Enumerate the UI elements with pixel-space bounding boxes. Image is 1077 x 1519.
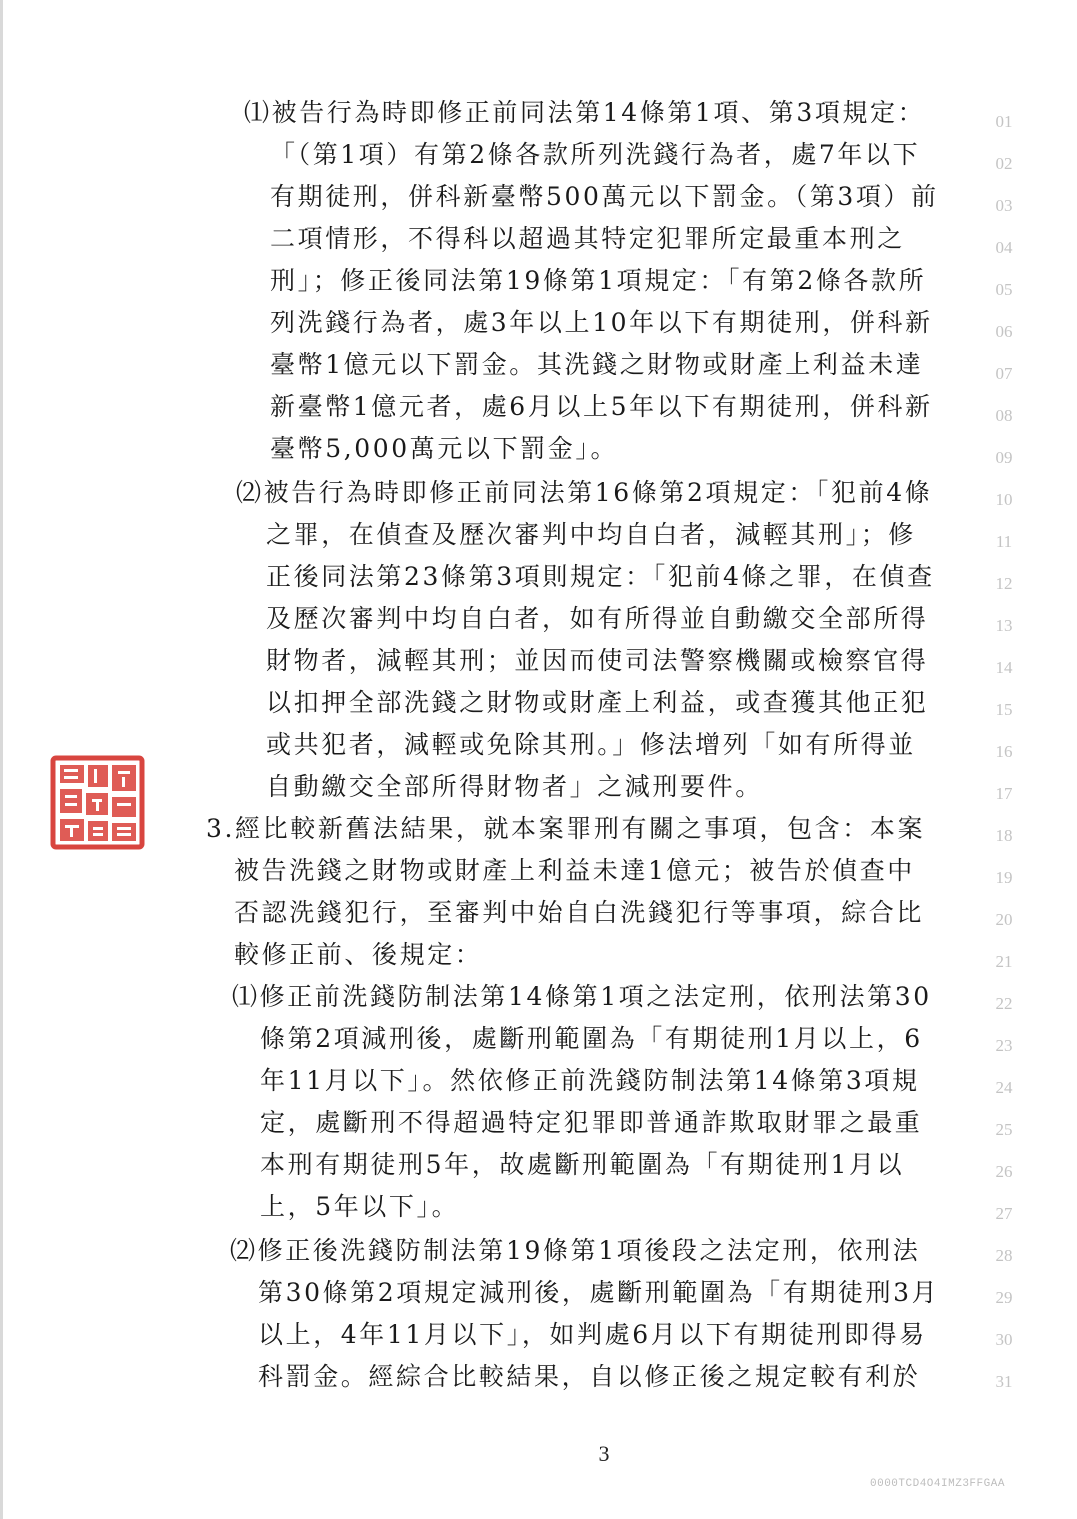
- text-line: 第30條第2項規定減刑後，處斷刑範圍為「有期徒刑3月: [258, 1278, 940, 1307]
- text-line: 新臺幣1億元者，處6月以上5年以下有期徒刑，併科新: [270, 392, 933, 421]
- line-number: 08: [995, 406, 1013, 425]
- text-line: 列洗錢行為者，處3年以上10年以下有期徒刑，併科新: [270, 308, 933, 337]
- text-line: ⑴被告行為時即修正前同法第14條第1項、第3項規定：: [244, 98, 926, 127]
- line-number: 28: [995, 1246, 1013, 1265]
- line-number: 31: [995, 1372, 1013, 1391]
- line-number: 20: [995, 910, 1013, 929]
- line-number: 07: [995, 364, 1013, 383]
- text-line: ⑵修正後洗錢防制法第19條第1項後段之法定刑，依刑法: [230, 1236, 921, 1265]
- text-line: 科罰金。經綜合比較結果，自以修正後之規定較有利於: [258, 1362, 921, 1391]
- line-number: 09: [995, 448, 1013, 467]
- text-line: 有期徒刑，併科新臺幣500萬元以下罰金。（第3項）前: [270, 182, 939, 211]
- text-line: 臺幣5,000萬元以下罰金」。: [270, 434, 619, 463]
- line-number: 30: [995, 1330, 1013, 1349]
- text-line: 臺幣1億元以下罰金。其洗錢之財物或財產上利益未達: [270, 350, 924, 379]
- text-line: 或共犯者，減輕或免除其刑。」修法增列「如有所得並: [266, 730, 916, 759]
- line-number: 16: [995, 742, 1013, 761]
- line-number: 11: [995, 532, 1013, 551]
- text-line: 定，處斷刑不得超過特定犯罪即普通詐欺取財罪之最重: [260, 1108, 923, 1137]
- line-number: 01: [995, 112, 1013, 131]
- text-line: 被告洗錢之財物或財產上利益未達1億元；被告於偵查中: [234, 856, 915, 885]
- line-number: 12: [995, 574, 1013, 593]
- text-line: ⑵被告行為時即修正前同法第16條第2項規定：「犯前4條: [236, 478, 933, 507]
- text-line: 刑」；修正後同法第19條第1項規定：「有第2條各款所: [270, 266, 927, 295]
- text-line: 年11月以下」。然依修正前洗錢防制法第14條第3項規: [260, 1066, 920, 1095]
- text-line: ⑴修正前洗錢防制法第14條第1項之法定刑，依刑法第30: [232, 982, 932, 1011]
- text-line: 財物者，減輕其刑；並因而使司法警察機關或檢察官得: [266, 646, 929, 675]
- line-number: 13: [995, 616, 1013, 635]
- line-number: 03: [995, 196, 1013, 215]
- line-number: 23: [995, 1036, 1013, 1055]
- text-line: 上，5年以下」。: [260, 1192, 460, 1221]
- line-number: 22: [995, 994, 1013, 1013]
- line-number: 15: [995, 700, 1013, 719]
- line-number: 27: [995, 1204, 1013, 1223]
- line-number: 21: [995, 952, 1013, 971]
- text-line: 以扣押全部洗錢之財物或財產上利益，或查獲其他正犯: [266, 688, 929, 717]
- line-number: 24: [995, 1078, 1013, 1097]
- text-line: 「（第1項）有第2條各款所列洗錢行為者，處7年以下: [270, 140, 921, 169]
- line-number: 19: [995, 868, 1013, 887]
- text-line: 否認洗錢犯行，至審判中始自白洗錢犯行等事項，綜合比: [234, 898, 925, 927]
- line-number: 02: [995, 154, 1013, 173]
- court-seal: [50, 755, 145, 850]
- line-number: 25: [995, 1120, 1013, 1139]
- text-line: 自動繳交全部所得財物者」之減刑要件。: [266, 772, 763, 801]
- line-number: 06: [995, 322, 1013, 341]
- line-number: 10: [995, 490, 1013, 509]
- text-line: 及歷次審判中均自白者，如有所得並自動繳交全部所得: [266, 604, 929, 633]
- text-line: 3.經比較新舊法結果，就本案罪刑有關之事項，包含：本案: [206, 814, 926, 843]
- text-line: 以上，4年11月以下」，如判處6月以下有期徒刑即得易: [258, 1320, 927, 1349]
- line-number: 18: [995, 826, 1013, 845]
- text-line: 之罪，在偵查及歷次審判中均自白者，減輕其刑」；修: [266, 520, 916, 549]
- line-number: 17: [995, 784, 1013, 803]
- line-number: 26: [995, 1162, 1013, 1181]
- text-line: 條第2項減刑後，處斷刑範圍為「有期徒刑1月以上，6: [260, 1024, 923, 1053]
- text-line: 本刑有期徒刑5年，故處斷刑範圍為「有期徒刑1月以: [260, 1150, 905, 1179]
- line-number: 29: [995, 1288, 1013, 1307]
- line-number: 04: [995, 238, 1013, 257]
- document-code: 0000TCD4O4IMZ3FFGAA: [870, 1478, 1005, 1490]
- text-line: 二項情形，不得科以超過其特定犯罪所定最重本刑之: [270, 224, 905, 253]
- text-line: 正後同法第23條第3項則規定：「犯前4條之罪，在偵查: [266, 562, 935, 591]
- line-number: 14: [995, 658, 1013, 677]
- line-number: 05: [995, 280, 1013, 299]
- text-line: 較修正前、後規定：: [234, 940, 483, 969]
- page-number: 3: [598, 1441, 610, 1466]
